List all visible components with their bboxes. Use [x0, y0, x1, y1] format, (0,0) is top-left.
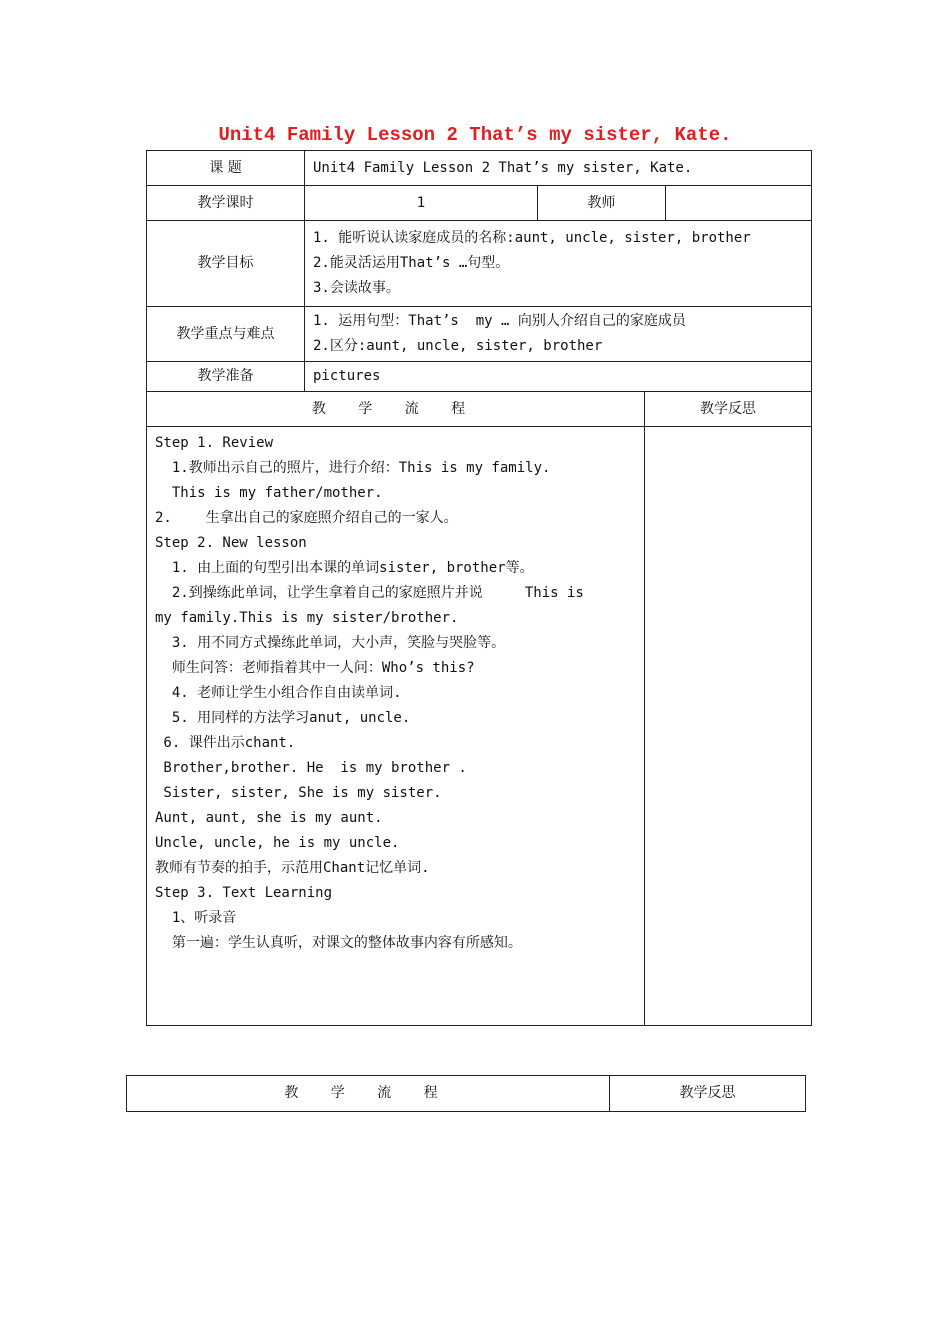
key-points-label: 教学重点与难点 [147, 307, 305, 362]
process-line: 3. 用不同方式操练此单词，大小声，笑脸与哭脸等。 [155, 635, 506, 651]
process-header-page2: 教 学 流 程 [127, 1076, 610, 1112]
teacher-value [666, 186, 812, 221]
teaching-process-table [146, 391, 812, 1026]
process-line: 教师有节奏的拍手，示范用Chant记忆单词. [155, 860, 430, 876]
key-points-cell [305, 307, 812, 362]
process-line: 2. 生拿出自己的家庭照介绍自己的一家人。 [155, 510, 458, 526]
process-line: 5. 用同样的方法学习anut, uncle. [155, 710, 411, 726]
preparation-value: pictures [305, 362, 812, 392]
reflection-header-page2: 教学反思 [610, 1076, 806, 1112]
process-line: Aunt, aunt, she is my aunt. [155, 810, 383, 826]
topic-value: Unit4 Family Lesson 2 That’s my sister, Kate. [305, 151, 812, 186]
process-line: 2.到操练此单词，让学生拿着自己的家庭照片并说 This is [155, 585, 584, 601]
goals-label: 教学目标 [147, 221, 305, 307]
process-line: 4. 老师让学生小组合作自由读单词. [155, 685, 402, 701]
reflection-header: 教学反思 [645, 392, 812, 427]
process-line: This is my father/mother. [155, 485, 383, 501]
process-line: my family.This is my sister/brother. [155, 610, 459, 626]
process-line: 1、听录音 [155, 910, 237, 926]
process-line: Step 1. Review [155, 435, 274, 451]
document-title: Unit4 Family Lesson 2 That’s my sister, Kate. [218, 124, 732, 146]
process-line: 第一遍：学生认真听，对课文的整体故事内容有所感知。 [155, 935, 522, 951]
process-header: 教 学 流 程 [147, 392, 645, 427]
key-point-line: 1. 运用句型：That’s my … 向别人介绍自己的家庭成员 [313, 313, 686, 329]
hours-label: 教学课时 [147, 186, 305, 221]
teaching-process-table-page2 [126, 1075, 806, 1112]
process-line: Step 3. Text Learning [155, 885, 333, 901]
goals-cell [305, 221, 812, 307]
preparation-label: 教学准备 [147, 362, 305, 392]
process-line: Sister, sister, She is my sister. [155, 785, 442, 801]
goal-line: 1. 能听说认读家庭成员的名称:aunt, uncle, sister, brother [313, 230, 751, 246]
process-line: Step 2. New lesson [155, 535, 307, 551]
process-content [147, 427, 645, 1026]
process-line: 1. 由上面的句型引出本课的单词sister, brother等。 [155, 560, 534, 576]
teacher-label: 教师 [538, 186, 666, 221]
process-line: 师生问答：老师指着其中一人问：Who’s this? [155, 660, 475, 676]
goal-line: 3.会读故事。 [313, 280, 400, 296]
process-line: Uncle, uncle, he is my uncle. [155, 835, 400, 851]
topic-label: 课 题 [147, 151, 305, 186]
goal-line: 2.能灵活运用That’s …句型。 [313, 255, 510, 271]
key-point-line: 2.区分:aunt, uncle, sister, brother [313, 338, 603, 354]
process-line: 6. 课件出示chant. [155, 735, 296, 751]
hours-value: 1 [305, 186, 538, 221]
process-line: Brother,brother. He is my brother . [155, 760, 467, 776]
reflection-content [645, 427, 812, 1026]
lesson-info-table [146, 150, 812, 392]
process-line: 1.教师出示自己的照片，进行介绍：This is my family. [155, 460, 551, 476]
